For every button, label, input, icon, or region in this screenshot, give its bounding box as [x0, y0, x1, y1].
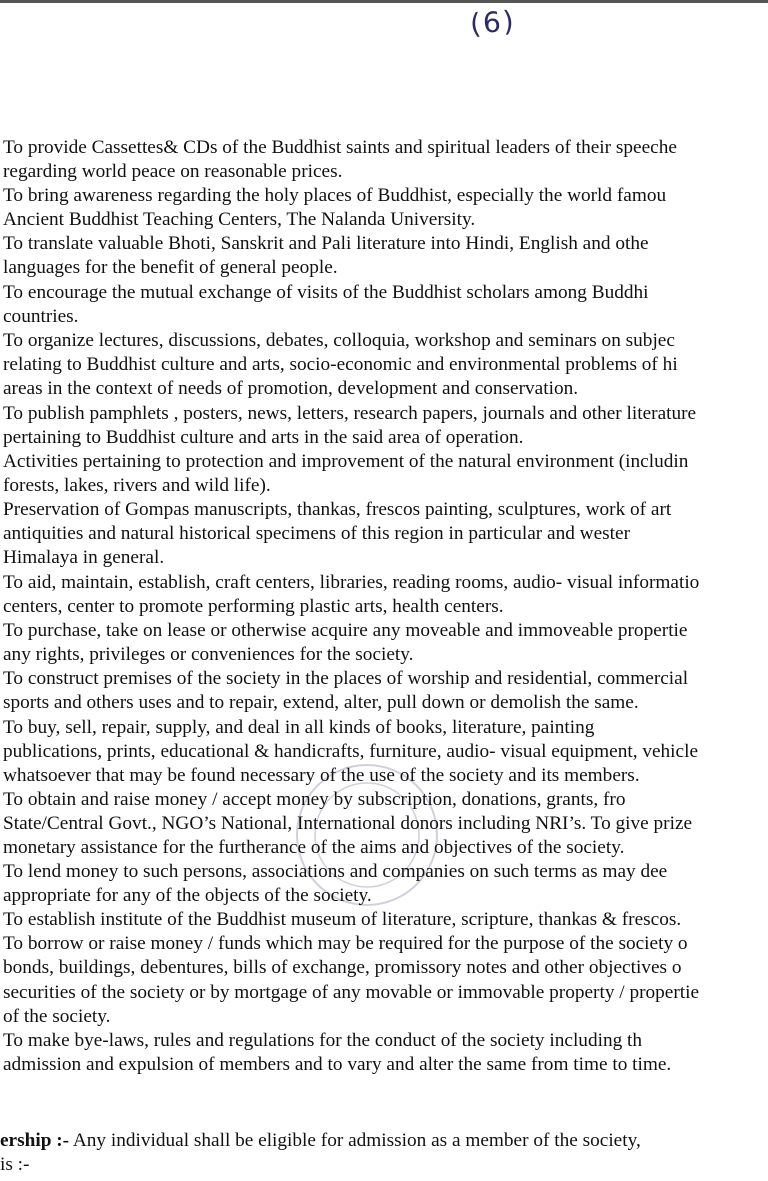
objective-line: securities of the society or by mortgage of any movable or immovable property / propertie [3, 982, 700, 1003]
objective-line: To encourage the mutual exchange of visits of the Buddhist scholars among Buddhi [3, 282, 649, 303]
objective-line: appropriate for any of the objects of the society. [3, 885, 372, 906]
objective-line: Ancient Buddhist Teaching Centers, The Nalanda University. [3, 209, 476, 230]
objective-line: To translate valuable Bhoti, Sanskrit and Pali literature into Hindi, English and othe [3, 233, 649, 254]
objective-line: bonds, buildings, debentures, bills of exchange, promissory notes and other objectives o [3, 957, 682, 978]
membership-text: Any individual shall be eligible for admission as a member of the society, [69, 1130, 641, 1151]
membership-clause [0, 1129, 641, 1153]
page-number: (6) [468, 4, 517, 41]
objective-line: To borrow or raise money / funds which may be required for the purpose of the society o [3, 933, 688, 954]
objective-line: whatsoever that may be found necessary of the use of the society and its members. [3, 765, 640, 786]
objective-line: languages for the benefit of general people. [3, 257, 338, 278]
objective-line: countries. [3, 306, 79, 327]
objective-line: State/Central Govt., NGO’s National, International donors including NRI’s. To give prize [3, 813, 693, 834]
objective-line: To make bye-laws, rules and regulations for the conduct of the society including th [3, 1030, 643, 1051]
objective-line: To buy, sell, repair, supply, and deal in all kinds of books, literature, painting [3, 717, 595, 738]
membership-heading: ership :- [0, 1130, 70, 1151]
objective-line: To organize lectures, discussions, debates, colloquia, workshop and seminars on subjec [3, 330, 675, 351]
objective-line: Himalaya in general. [3, 547, 165, 568]
objective-line: To purchase, take on lease or otherwise acquire any moveable and immoveable propertie [3, 620, 688, 641]
objective-line: antiquities and natural historical specimens of this region in particular and wester [3, 523, 630, 544]
objective-line: regarding world peace on reasonable prices. [3, 161, 343, 182]
objective-line: sports and others uses and to repair, extend, alter, pull down or demolish the same. [3, 692, 639, 713]
objective-line: To lend money to such persons, associations and companies on such terms as may dee [3, 861, 668, 882]
objective-line: admission and expulsion of members and to vary and alter the same from time to time. [3, 1054, 672, 1075]
objective-line: relating to Buddhist culture and arts, socio-economic and environmental problems of hi [3, 354, 678, 375]
objective-line: To obtain and raise money / accept money by subscription, donations, grants, fro [3, 789, 626, 810]
objective-line: To aid, maintain, establish, craft centers, libraries, reading rooms, audio- visual informatio [3, 572, 700, 593]
objective-line: any rights, privileges or conveniences for the society. [3, 644, 414, 665]
objective-line: To bring awareness regarding the holy places of Buddhist, especially the world famou [3, 185, 667, 206]
objective-line: of the society. [3, 1006, 111, 1027]
objective-line: monetary assistance for the furtherance of the aims and objectives of the society. [3, 837, 625, 858]
objective-line: forests, lakes, rivers and wild life). [3, 475, 271, 496]
objective-line: pertaining to Buddhist culture and arts in the said area of operation. [3, 427, 524, 448]
objective-line: To publish pamphlets , posters, news, letters, research papers, journals and other literature [3, 403, 697, 424]
page-top-edge [0, 0, 768, 3]
objective-line: Activities pertaining to protection and improvement of the natural environment (includin [3, 451, 689, 472]
objective-line: areas in the context of needs of promotion, development and conservation. [3, 378, 579, 399]
objective-line: To provide Cassettes& CDs of the Buddhist saints and spiritual leaders of their speeche [3, 137, 677, 158]
objective-line: Preservation of Gompas manuscripts, thankas, frescos painting, sculptures, work of art [3, 499, 672, 520]
objective-line: To construct premises of the society in the places of worship and residential, commercial [3, 668, 689, 689]
membership-continuation: is :- [0, 1154, 30, 1175]
objective-line: centers, center to promote performing plastic arts, health centers. [3, 596, 504, 617]
objective-line: publications, prints, educational & handicrafts, furniture, audio- visual equipment, vehicle [3, 741, 699, 762]
objective-line: To establish institute of the Buddhist museum of literature, scripture, thankas & frescos. [3, 909, 682, 930]
